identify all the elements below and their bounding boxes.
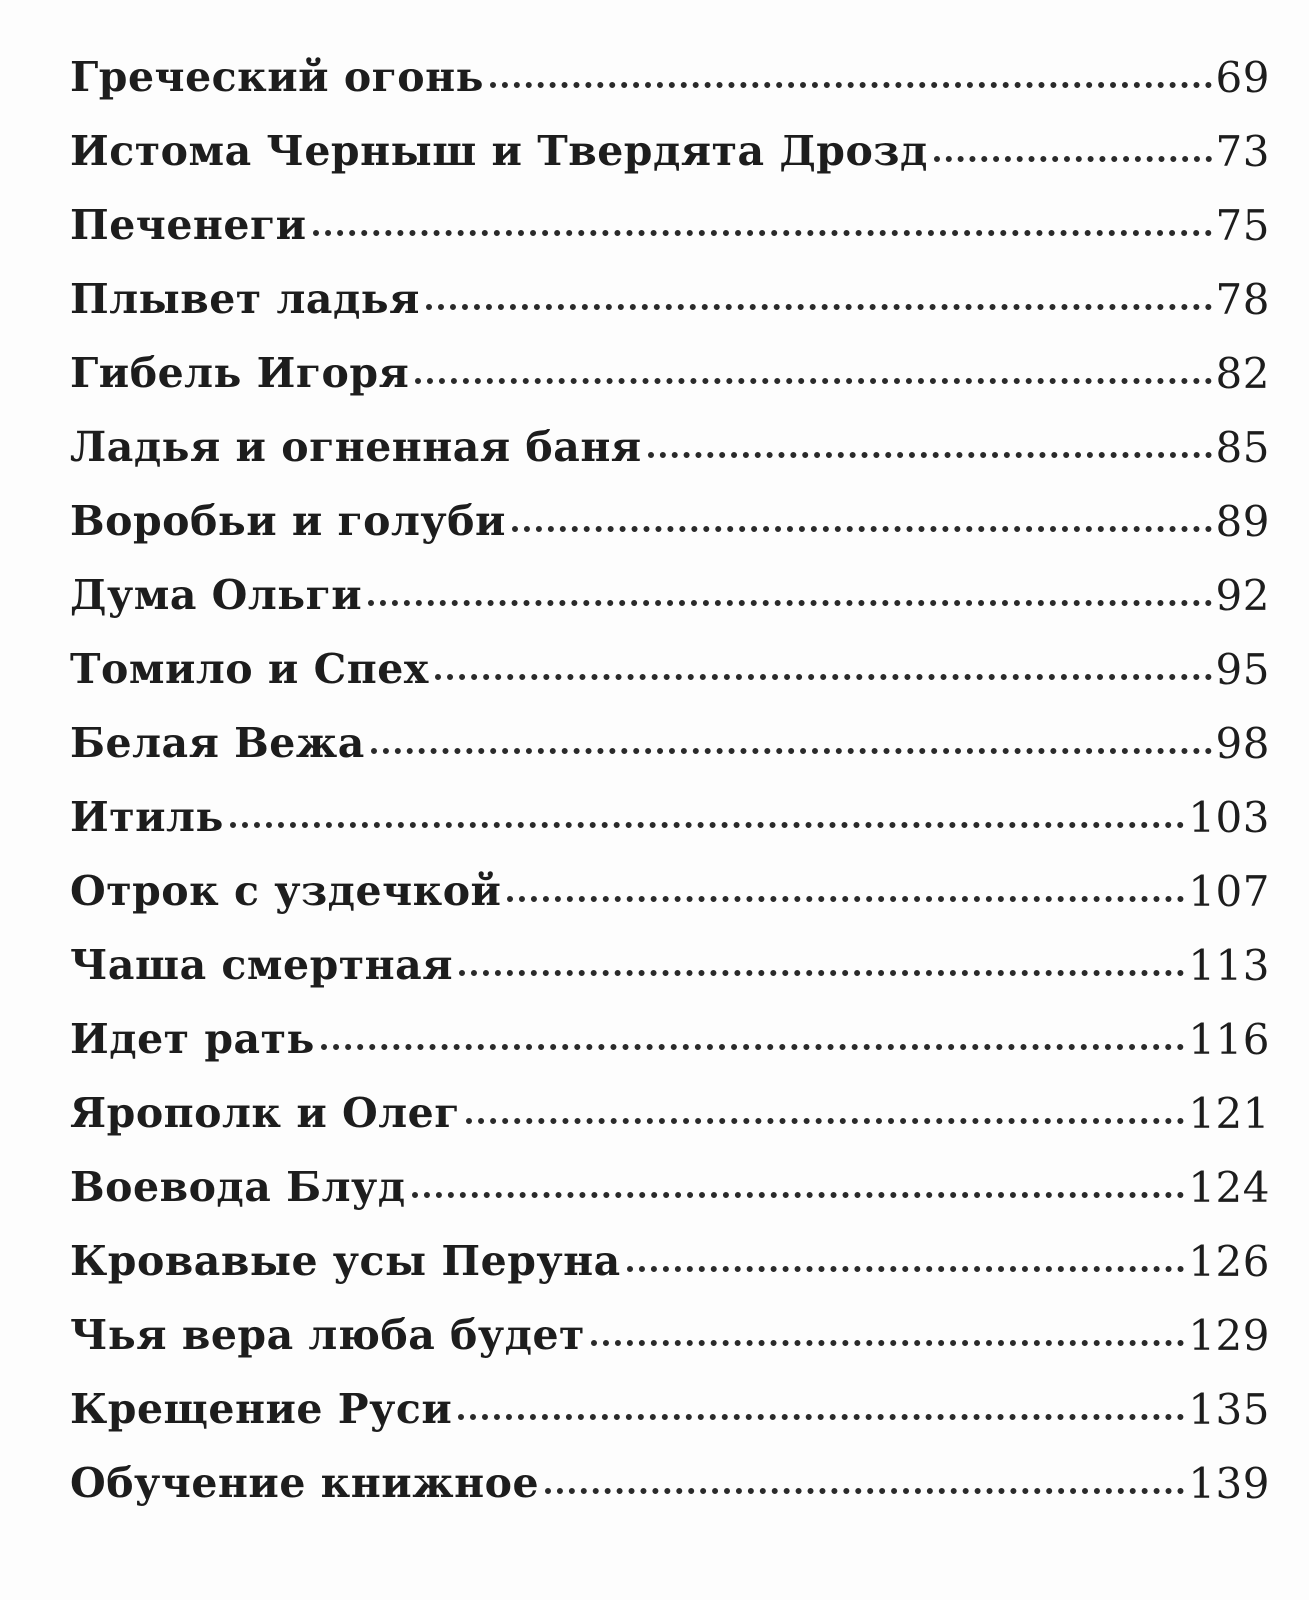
toc-entry-title: Воевода Блуд [70,1163,406,1211]
toc-entry-page: 75 [1215,200,1270,250]
toc-entry [70,188,1270,262]
toc-entry [70,1372,1270,1446]
toc-entry-title: Печенеги [70,201,307,249]
dot-leader [648,452,1212,458]
toc-entry-page: 69 [1215,52,1270,102]
toc-entry-title: Отрок с уздечкой [70,867,502,915]
table-of-contents [70,40,1270,1520]
toc-entry-title: Плывет ладья [70,275,420,323]
dot-leader [545,1488,1184,1494]
toc-entry-page: 113 [1188,940,1270,990]
dot-leader [415,378,1211,384]
toc-entry-page: 89 [1215,496,1270,546]
dot-leader [435,674,1212,680]
dot-leader [368,600,1211,606]
toc-entry-page: 135 [1188,1384,1270,1434]
toc-entry-page: 139 [1188,1458,1270,1508]
toc-entry-title: Томило и Спех [70,645,429,693]
toc-entry [70,40,1270,114]
dot-leader [313,230,1212,236]
toc-entry-title: Крещение Руси [70,1385,453,1433]
dot-leader [591,1340,1184,1346]
toc-entry [70,262,1270,336]
toc-entry [70,410,1270,484]
toc-entry-title: Дума Ольги [70,571,363,619]
toc-entry-title: Воробьи и голуби [70,497,506,545]
toc-entry-title: Чаша смертная [70,941,454,989]
toc-entry [70,1298,1270,1372]
toc-entry-title: Гибель Игоря [70,349,410,397]
toc-entry-title: Ярополк и Олег [70,1089,460,1137]
toc-entry-page: 129 [1188,1310,1270,1360]
toc-entry [70,928,1270,1002]
dot-leader [512,526,1212,532]
toc-entry-page: 103 [1188,792,1270,842]
toc-entry-title: Истома Черныш и Твердята Дрозд [70,127,928,175]
toc-entry-title: Ладья и огненная баня [70,423,642,471]
toc-entry-title: Итиль [70,793,224,841]
toc-entry-page: 78 [1215,274,1270,324]
toc-entry-page: 73 [1215,126,1270,176]
toc-entry-title: Обучение книжное [70,1459,540,1507]
toc-entry [70,1002,1270,1076]
toc-entry [70,780,1270,854]
toc-entry-page: 98 [1215,718,1270,768]
toc-entry-page: 107 [1188,866,1270,916]
toc-entry [70,484,1270,558]
toc-entry [70,1446,1270,1520]
toc-entry [70,854,1270,928]
toc-entry-page: 121 [1188,1088,1270,1138]
toc-entry [70,1150,1270,1224]
toc-entry [70,1224,1270,1298]
dot-leader [459,970,1184,976]
dot-leader [458,1414,1184,1420]
toc-entry-page: 116 [1188,1014,1270,1064]
dot-leader [627,1266,1185,1272]
dot-leader [466,1118,1184,1124]
dot-leader [934,156,1212,162]
toc-entry-page: 85 [1215,422,1270,472]
toc-entry [70,114,1270,188]
dot-leader [321,1044,1185,1050]
toc-entry-page: 124 [1188,1162,1270,1212]
toc-entry-title: Белая Вежа [70,719,365,767]
dot-leader [490,82,1212,88]
toc-entry-title: Кровавые усы Перуна [70,1237,621,1285]
toc-entry-page: 92 [1215,570,1270,620]
dot-leader [426,304,1212,310]
toc-entry [70,632,1270,706]
toc-entry [70,558,1270,632]
dot-leader [412,1192,1185,1198]
toc-entry [70,336,1270,410]
toc-entry-page: 95 [1215,644,1270,694]
toc-entry-title: Чья вера люба будет [70,1311,585,1359]
dot-leader [230,822,1185,828]
dot-leader [507,896,1184,902]
toc-entry-title: Идет рать [70,1015,315,1063]
toc-entry [70,706,1270,780]
toc-entry [70,1076,1270,1150]
toc-entry-page: 82 [1215,348,1270,398]
toc-entry-title: Греческий огонь [70,53,484,101]
toc-entry-page: 126 [1188,1236,1270,1286]
dot-leader [371,748,1212,754]
